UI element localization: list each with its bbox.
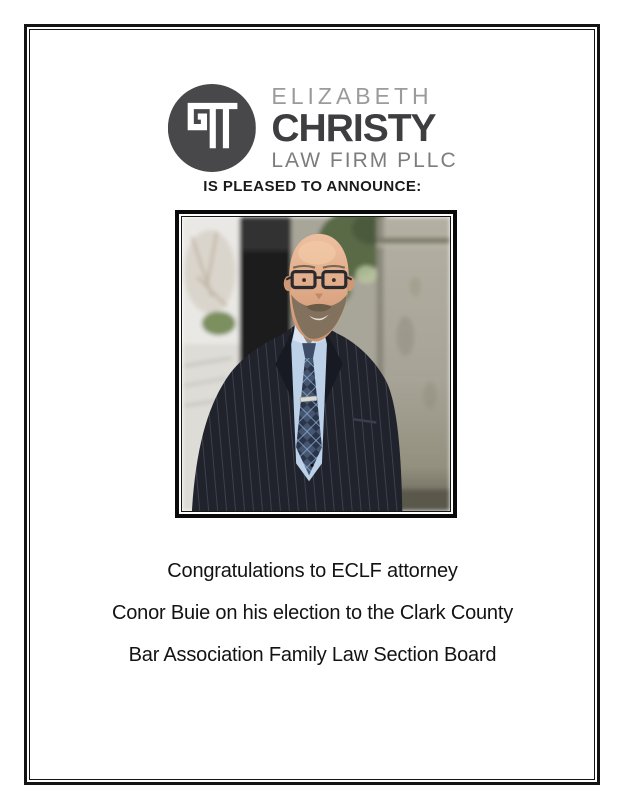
message-line: Congratulations to ECLF attorney	[167, 560, 458, 582]
logo-name-main: CHRISTY	[271, 107, 436, 151]
announce-text: IS PLEASED TO ANNOUNCE:	[203, 178, 422, 195]
photo-inner-frame	[181, 216, 451, 512]
logo-mark	[167, 84, 255, 172]
congratulations-message	[0, 550, 625, 676]
column-icon	[167, 84, 255, 172]
photo-frame	[175, 210, 457, 518]
logo-name-top: ELIZABETH	[271, 83, 433, 110]
message-line: Conor Buie on his election to the Clark County	[111, 602, 514, 624]
message-line: Bar Association Family Law Section Board	[128, 644, 497, 666]
portrait-photo	[182, 217, 450, 511]
logo-text	[271, 85, 457, 171]
logo-name-sub: LAW FIRM PLLC	[271, 148, 458, 172]
firm-logo	[167, 84, 457, 172]
